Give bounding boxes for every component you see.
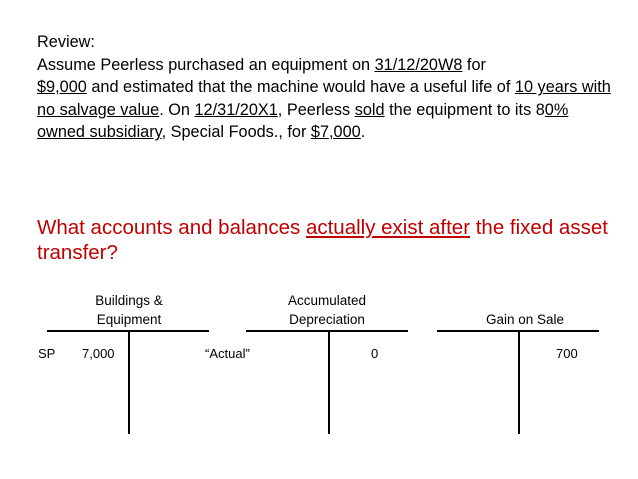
review-text: for bbox=[462, 55, 486, 74]
title-line: Accumulated bbox=[287, 293, 367, 308]
review-text: , Peerless bbox=[277, 100, 355, 119]
question-text: What accounts and balances bbox=[37, 216, 306, 239]
purchase-amount: $9,000 bbox=[37, 78, 87, 97]
accum-left-label: “Actual” bbox=[205, 346, 250, 361]
review-text: and estimated that the machine would have a useful life of bbox=[86, 78, 515, 97]
buildings-left-label: SP bbox=[38, 346, 56, 361]
purchase-date: 31/12/20W8 bbox=[374, 55, 463, 74]
gain-right-value: 700 bbox=[556, 346, 578, 361]
accum-t-account-top bbox=[246, 330, 408, 332]
review-heading: Review: bbox=[37, 33, 95, 51]
buildings-equipment-title bbox=[64, 291, 194, 329]
ownership-percent: 0% owned subsidiary bbox=[37, 100, 569, 142]
question-text: the fixed asset transfer? bbox=[37, 216, 608, 264]
useful-life: 10 years with no salvage value bbox=[37, 78, 611, 119]
title-line: Depreciation bbox=[289, 312, 365, 327]
question-emphasis: actually exist after bbox=[305, 216, 471, 239]
review-text: , Special Foods., for bbox=[161, 123, 311, 142]
review-paragraph bbox=[37, 31, 617, 144]
question-heading bbox=[37, 215, 627, 265]
accumulated-depreciation-title bbox=[262, 291, 392, 329]
buildings-left-value: 7,000 bbox=[82, 346, 115, 361]
accum-right-value: 0 bbox=[371, 346, 379, 361]
review-text: . bbox=[360, 123, 366, 142]
review-text: . On bbox=[159, 100, 195, 119]
title-line: Buildings & bbox=[95, 293, 163, 308]
review-text: the equipment to its 8 bbox=[384, 100, 545, 119]
sale-amount: $7,000 bbox=[310, 123, 361, 142]
accum-t-account-stem bbox=[328, 330, 330, 434]
title-line: Gain on Sale bbox=[485, 312, 565, 327]
gain-t-account-stem bbox=[518, 330, 520, 434]
review-body bbox=[37, 54, 617, 144]
gain-on-sale-title bbox=[460, 310, 590, 329]
sold-word: sold bbox=[354, 100, 385, 119]
title-line: Equipment bbox=[96, 312, 162, 327]
sale-date: 12/31/20X1 bbox=[194, 100, 278, 119]
review-text: Assume Peerless purchased an equipment on bbox=[37, 55, 375, 74]
buildings-t-account-stem bbox=[128, 330, 130, 434]
